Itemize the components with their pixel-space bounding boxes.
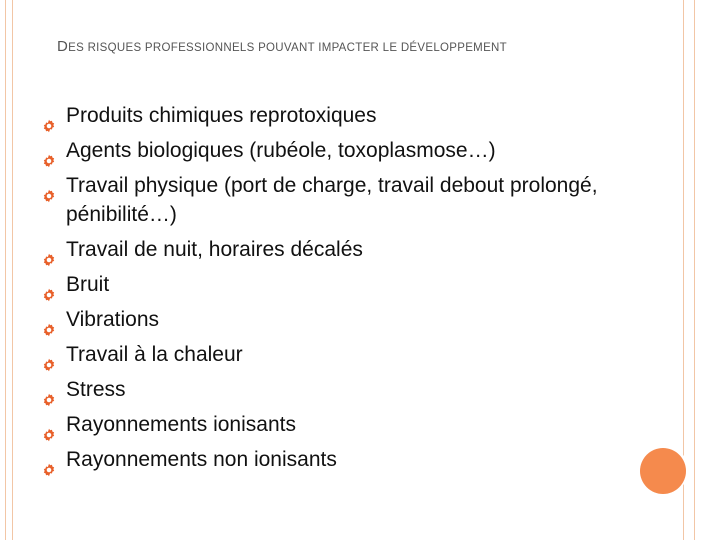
bullet-item — [42, 372, 642, 407]
bullet-item — [42, 133, 642, 168]
gear-icon — [42, 109, 56, 123]
bullet-text: Travail physique (port de charge, travail debout prolongé, pénibilité…) — [66, 174, 598, 226]
bullet-item — [42, 302, 642, 337]
title-rest: ES RISQUES PROFESSIONNELS POUVANT IMPACTER LE DÉVELOPPEMENT — [68, 42, 507, 54]
gear-icon — [42, 453, 56, 467]
bullet-text: Stress — [66, 378, 126, 401]
slide-title — [57, 38, 657, 55]
left-border-decoration — [5, 0, 13, 540]
bullet-item — [42, 337, 642, 372]
gear-icon — [42, 418, 56, 432]
bullet-item — [42, 168, 642, 232]
bullet-list — [42, 98, 642, 477]
bullet-item — [42, 232, 642, 267]
gear-icon — [42, 383, 56, 397]
bullet-item — [42, 267, 642, 302]
bullet-item — [42, 98, 642, 133]
bullet-text: Rayonnements non ionisants — [66, 448, 337, 471]
bullet-text: Rayonnements ionisants — [66, 413, 296, 436]
bullet-text: Agents biologiques (rubéole, toxoplasmose…) — [66, 139, 496, 162]
gear-icon — [42, 278, 56, 292]
gear-icon — [42, 179, 56, 193]
bullet-item — [42, 442, 642, 477]
bullet-text: Produits chimiques reprotoxiques — [66, 104, 377, 127]
bullet-text: Vibrations — [66, 308, 160, 331]
gear-icon — [42, 144, 56, 158]
bullet-text: Travail de nuit, horaires décalés — [66, 238, 363, 261]
gear-icon — [42, 348, 56, 362]
bullet-text: Travail à la chaleur — [66, 343, 243, 366]
bullet-item — [42, 407, 642, 442]
title-initial: D — [57, 38, 69, 55]
gear-icon — [42, 243, 56, 257]
bullet-text: Bruit — [66, 273, 110, 296]
decorative-circle — [640, 448, 686, 494]
gear-icon — [42, 313, 56, 327]
